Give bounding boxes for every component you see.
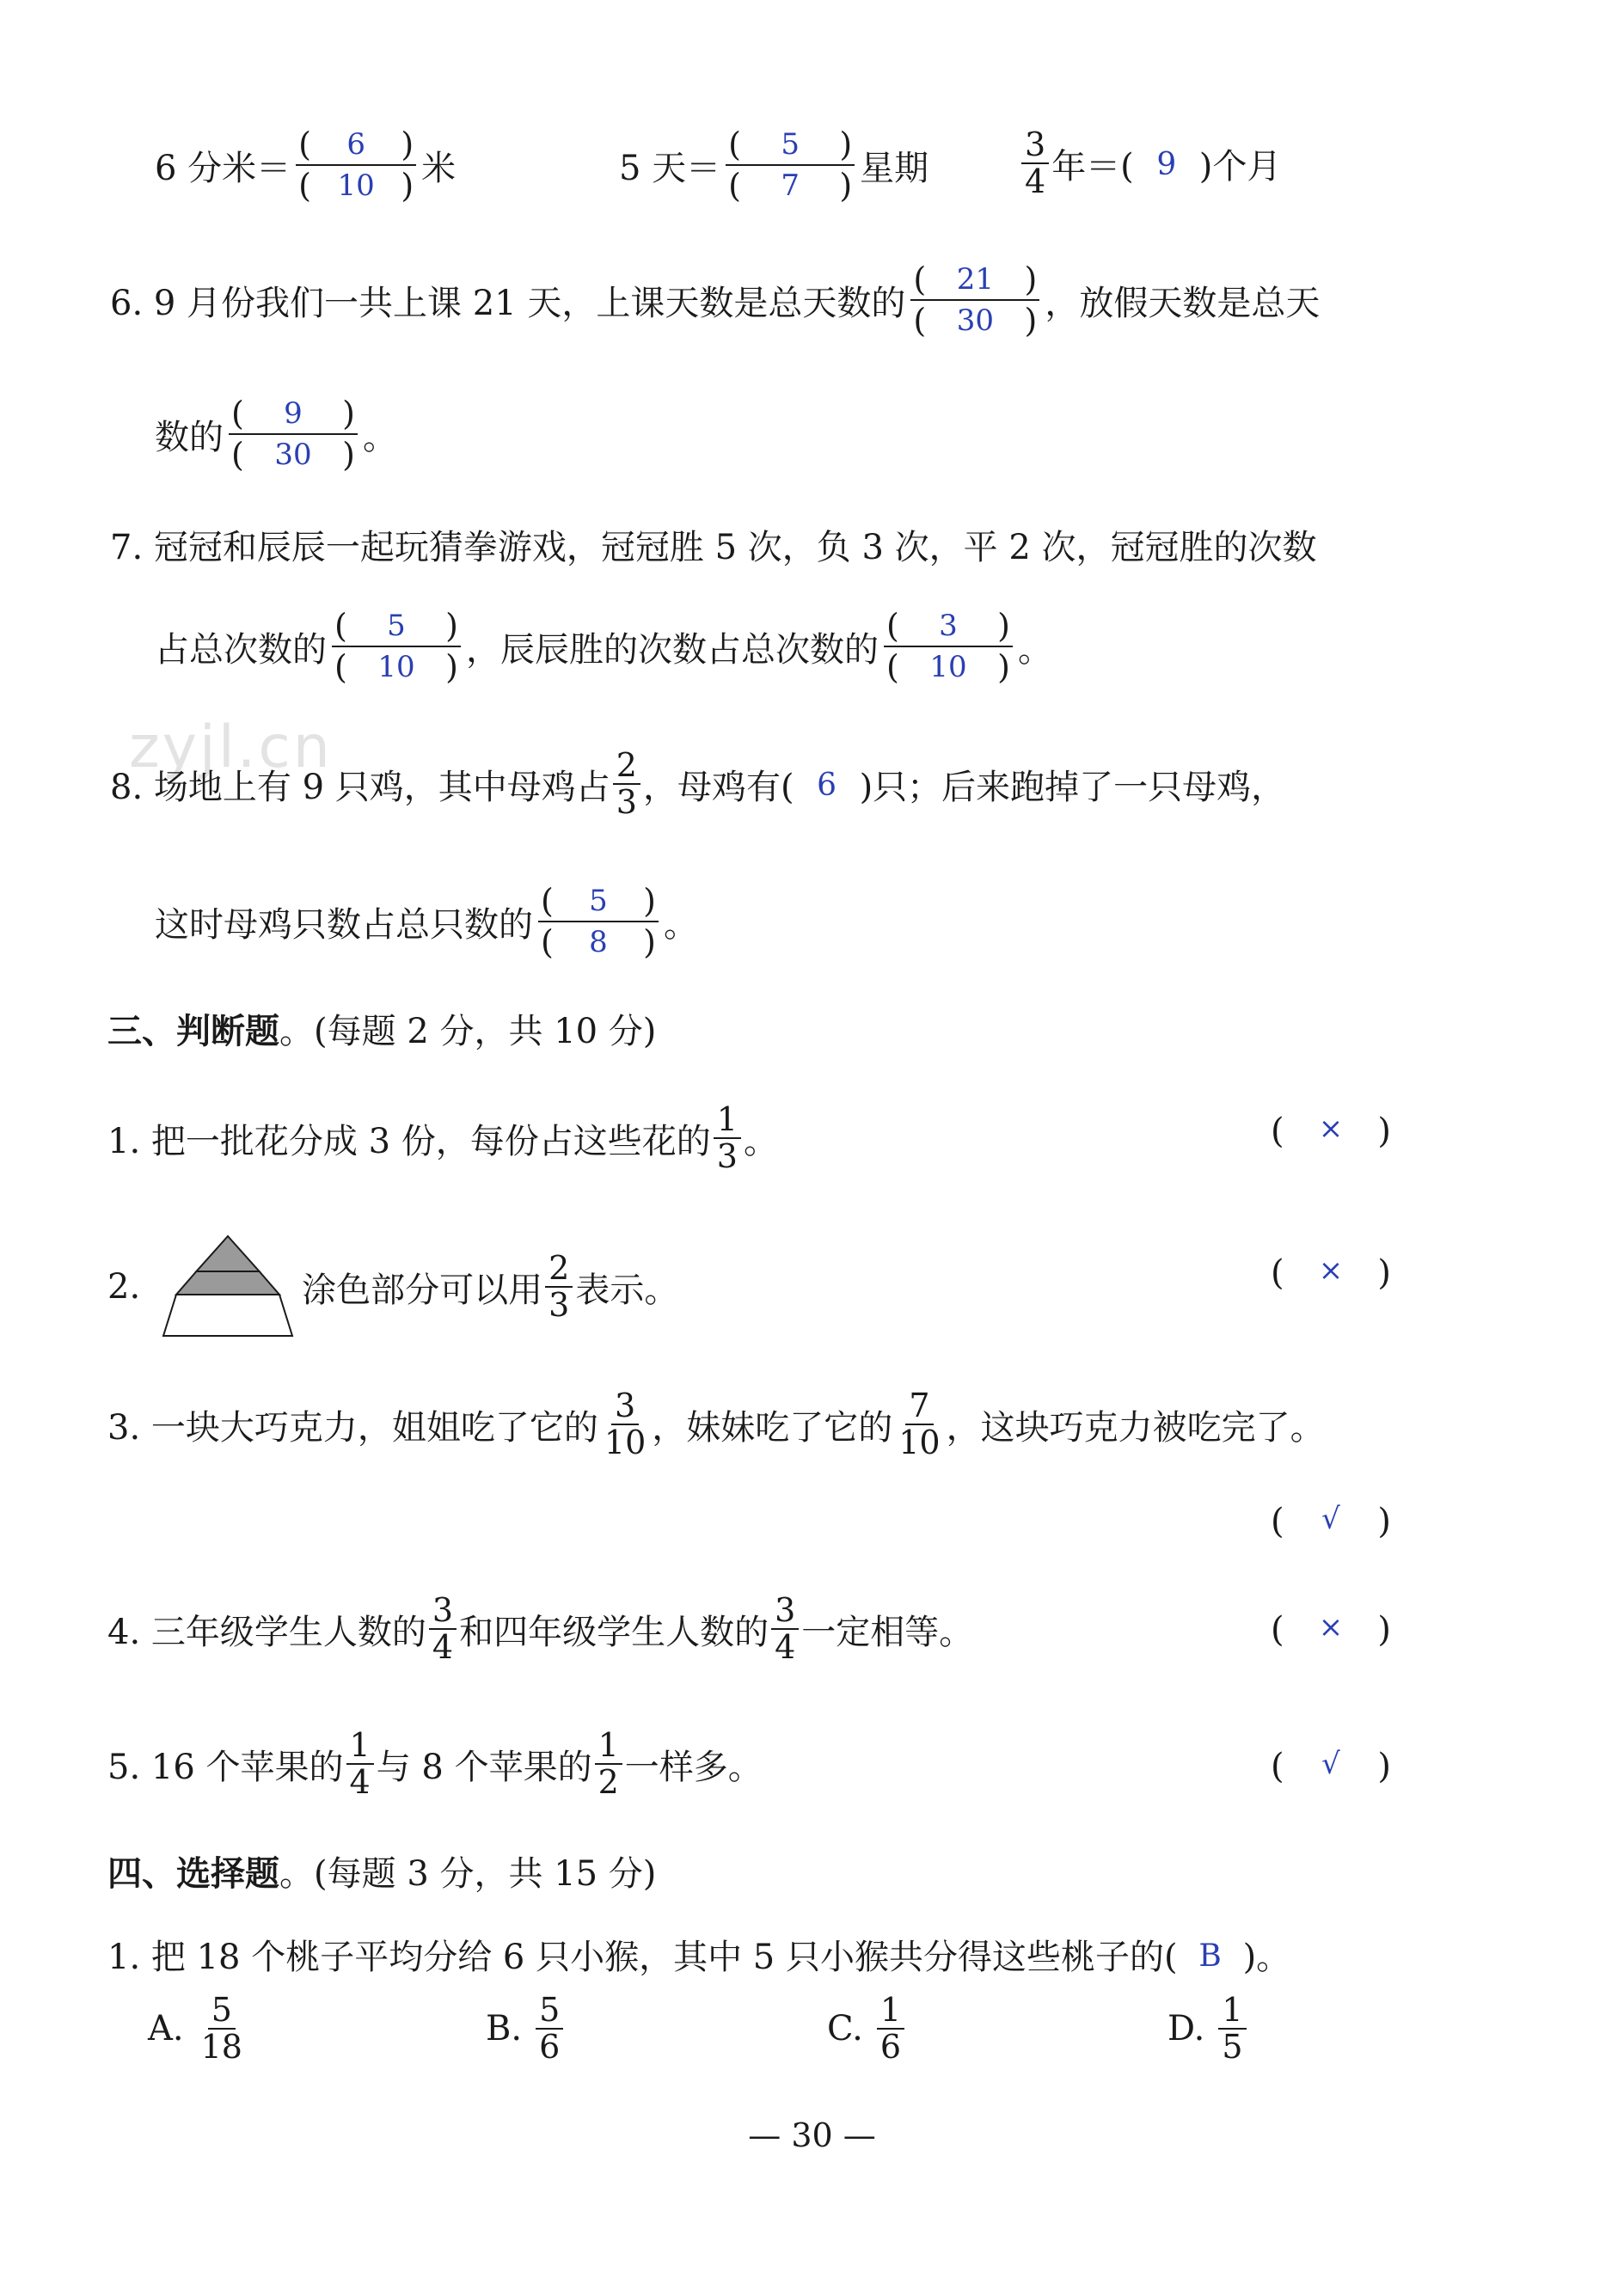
- question-text: 数的: [155, 417, 224, 457]
- shaded-triangle-figure: [159, 1231, 297, 1343]
- option-fraction: 5 18: [200, 1991, 242, 2067]
- question-text: ，辰辰胜的次数占总次数的: [466, 629, 879, 670]
- item-text: 6 分米＝: [155, 148, 291, 188]
- answer-fraction: ( 5 ) ( 7 ): [726, 125, 855, 205]
- section-title: 三、判断题: [107, 1011, 279, 1051]
- option-b: [486, 1993, 566, 2065]
- question-text: 2.: [107, 1267, 141, 1307]
- question-text: ，这块巧克力被吃完了。: [946, 1407, 1325, 1448]
- fraction: 2 3: [545, 1251, 573, 1323]
- question-text: 8. 场地上有 9 只鸡，其中母鸡占: [110, 767, 610, 807]
- answer-numerator: 6: [346, 127, 365, 162]
- question-text: 一定相等。: [801, 1612, 974, 1652]
- fraction: 3 4: [429, 1593, 457, 1665]
- question-6-line-2: 数的 ( 9 ) ( 30 ) 。: [155, 395, 397, 474]
- answer-value: 9: [1156, 147, 1177, 183]
- option-label: B.: [486, 2009, 523, 2049]
- answer-denominator: 7: [781, 168, 800, 203]
- question-text: 1. 把一批花分成 3 份，每份占这些花的: [107, 1121, 711, 1161]
- section-note: 。(每题 2 分，共 10 分): [279, 1012, 657, 1051]
- section-note: 。(每题 3 分，共 15 分): [279, 1854, 657, 1894]
- watermark: zyjl.cn: [129, 713, 333, 781]
- question-text: 6. 9 月份我们一共上课 21 天，上课天数是总天数的: [110, 283, 906, 323]
- question-text: 7. 冠冠和辰辰一起玩猜拳游戏，冠冠胜 5 次，负 3 次，平 2 次，冠冠胜的次数: [110, 528, 1317, 567]
- item-unit: 星期: [860, 148, 929, 188]
- answer-mark: ×: [1318, 1112, 1344, 1146]
- question-text: 和四年级学生人数的: [459, 1612, 769, 1652]
- answer-fraction: ( 5 ) ( 8 ): [538, 881, 659, 962]
- item-unit: 米: [421, 148, 457, 188]
- question-6-line-1: [110, 260, 1320, 340]
- answer-mark: √: [1321, 1747, 1340, 1781]
- question-text: 1. 把 18 个桃子平均分给 6 只小猴，其中 5 只小猴共分得这些桃子的(: [107, 1938, 1178, 1977]
- answer-mark: √: [1321, 1502, 1340, 1536]
- judge-item-1: 1. 把一批花分成 3 份，每份占这些花的 1 3 。: [107, 1100, 778, 1176]
- judge-item-3: [107, 1388, 1325, 1461]
- choice-question-1: 1. 把 18 个桃子平均分给 6 只小猴，其中 5 只小猴共分得这些桃子的( B )。: [107, 1930, 1290, 1979]
- question-7-line-2: 占总次数的 ( 5 ) ( 10 ) ，辰辰胜的次数占总次数的 ( 3 ) ( 10 ) 。: [155, 607, 1052, 686]
- question-text: )只；后来跑掉了一只母鸡，: [859, 767, 1286, 807]
- question-text: 与 8 个苹果的: [376, 1747, 592, 1787]
- question-text: 占总次数的: [155, 629, 327, 670]
- option-fraction: 1 5: [1218, 1993, 1246, 2065]
- question-8-line-1: [110, 748, 1285, 820]
- answer-numerator: 5: [781, 127, 800, 162]
- fraction: 3 4: [1021, 127, 1049, 199]
- judge-answer-3: ( √ ): [1271, 1502, 1391, 1541]
- judge-answer-5: ( √ ): [1271, 1747, 1391, 1786]
- question-text: 5. 16 个苹果的: [107, 1747, 344, 1787]
- option-fraction: 5 6: [536, 1993, 563, 2065]
- answer-value: B: [1198, 1938, 1222, 1974]
- answer-mark: ×: [1318, 1253, 1344, 1288]
- section-title: 四、选择题: [107, 1853, 279, 1894]
- judge-answer-1: ( × ): [1271, 1112, 1391, 1151]
- unit-conversion-2: [619, 125, 928, 205]
- question-text: 4. 三年级学生人数的: [107, 1612, 426, 1652]
- judge-item-5: [107, 1728, 763, 1800]
- unit-conversion-3: [1019, 127, 1281, 199]
- fraction: 2 3: [613, 748, 640, 820]
- item-text: 年＝(: [1051, 146, 1134, 187]
- answer-fraction: ( 6 ) ( 10 ): [296, 125, 416, 205]
- question-text: 一样多。: [624, 1747, 763, 1787]
- question-8-line-2: 这时母鸡只数占总只数的 ( 5 ) ( 8 ) 。: [155, 882, 698, 961]
- item-text: )个月: [1198, 146, 1282, 187]
- answer-denominator: 10: [337, 168, 375, 203]
- answer-mark: ×: [1318, 1610, 1344, 1644]
- judge-item-4: [107, 1593, 973, 1665]
- option-label: A.: [148, 2009, 184, 2049]
- question-text: ，母鸡有(: [642, 767, 794, 807]
- answer-fraction: ( 9 ) ( 30 ): [229, 394, 358, 475]
- fraction: 3 4: [771, 1593, 799, 1665]
- fraction: 7 10: [898, 1387, 941, 1462]
- option-c: [827, 1993, 907, 2065]
- answer-fraction: ( 21 ) ( 30 ): [910, 260, 1039, 340]
- page-number: — 30 —: [748, 2116, 876, 2154]
- question-text: 这时母鸡只数占总只数的: [155, 904, 533, 945]
- judge-answer-2: ( × ): [1271, 1253, 1391, 1293]
- fraction: 1 2: [595, 1728, 622, 1800]
- option-a: [148, 1993, 248, 2065]
- item-text: 5 天＝: [619, 148, 721, 188]
- question-text: ，妹妹吃了它的: [652, 1407, 893, 1448]
- option-label: D.: [1167, 2009, 1205, 2049]
- option-label: C.: [827, 2009, 863, 2049]
- fraction: 3 10: [604, 1387, 647, 1462]
- fraction: 1 4: [346, 1728, 374, 1800]
- answer-fraction: ( 5 ) ( 10 ): [332, 606, 461, 687]
- section-4-heading: [107, 1846, 656, 1895]
- question-text: 3. 一块大巧克力，姐姐吃了它的: [107, 1407, 598, 1448]
- question-text: 涂色部分可以用: [302, 1270, 543, 1310]
- fraction: 1 3: [714, 1102, 741, 1174]
- judge-answer-4: ( × ): [1271, 1610, 1391, 1650]
- unit-conversion-1: [155, 125, 456, 205]
- section-3-heading: [107, 1004, 656, 1053]
- question-text: ，放假天数是总天: [1045, 283, 1321, 323]
- judge-item-2: 2. 涂色部分可以用 2 3 表示。: [107, 1231, 678, 1343]
- option-d: [1167, 1993, 1249, 2065]
- question-7-line-1: [110, 520, 1317, 569]
- option-fraction: 1 6: [877, 1993, 904, 2065]
- answer-fraction: ( 3 ) ( 10 ): [884, 606, 1013, 687]
- answer-value: 6: [817, 768, 837, 804]
